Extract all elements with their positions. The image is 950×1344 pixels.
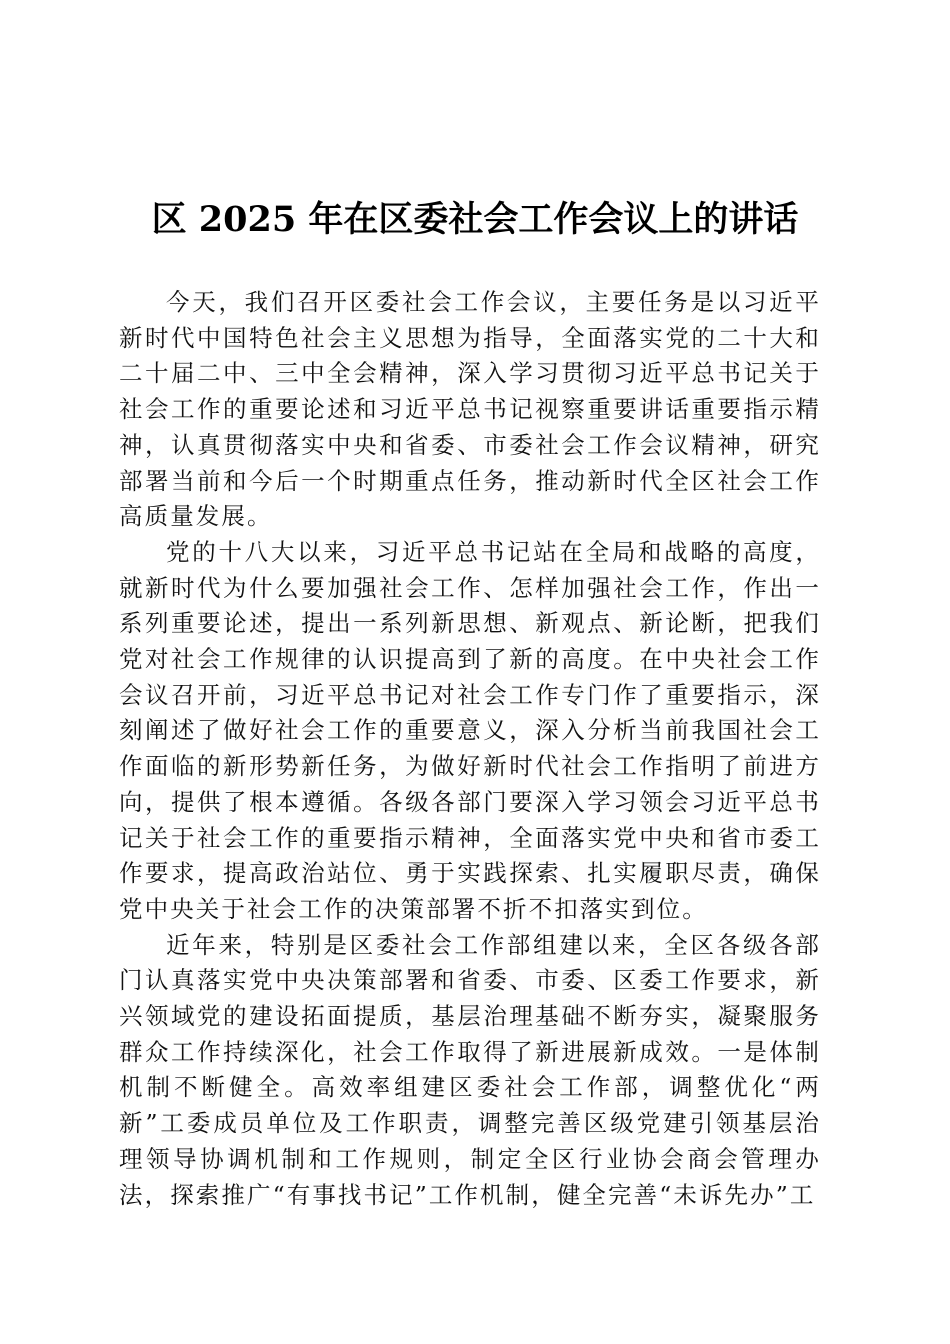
paragraph-3: 近年来，特别是区委社会工作部组建以来，全区各级各部门认真落实党中央决策部署和省委、市委、区委工作要求，新兴领域党的建设拓面提质，基层治理基础不断夯实，凝聚服务群众工作持续深化，社会工作取得了新进展新成效。一是体制机制不断健全。高效率组建区委社会工作部，调整优化“两新”工委成员单位及工作职责，调整完善区级党建引领基层治理领导协调机制和工作规则，制定全区行业协会商会管理办法，探索推广“有事找书记”工作机制，健全完善“未诉先办”工 [119, 930, 821, 1209]
document-body [119, 285, 821, 1213]
paragraph-1: 今天，我们召开区委社会工作会议，主要任务是以习近平新时代中国特色社会主义思想为指导，全面落实党的二十大和二十届二中、三中全会精神，深入学习贯彻习近平总书记关于社会工作的重要论述和习近平总书记视察重要讲话重要指示精神，认真贯彻落实中央和省委、市委社会工作会议精神，研究部署当前和今后一个时期重点任务，推动新时代全区社会工作高质量发展。 [119, 288, 821, 531]
paragraph-2: 党的十八大以来，习近平总书记站在全局和战略的高度，就新时代为什么要加强社会工作、怎样加强社会工作，作出一系列重要论述，提出一系列新思想、新观点、新论断，把我们党对社会工作规律的认识提高到了新的高度。在中央社会工作会议召开前，习近平总书记对社会工作专门作了重要指示，深刻阐述了做好社会工作的重要意义，深入分析当前我国社会工作面临的新形势新任务，为做好新时代社会工作指明了前进方向，提供了根本遵循。各级各部门要深入学习领会习近平总书记关于社会工作的重要指示精神，全面落实党中央和省市委工作要求，提高政治站位、勇于实践探索、扎实履职尽责，确保党中央关于社会工作的决策部署不折不扣落实到位。 [119, 537, 821, 923]
document-title: 区 2025 年在区委社会工作会议上的讲话 [151, 199, 799, 240]
